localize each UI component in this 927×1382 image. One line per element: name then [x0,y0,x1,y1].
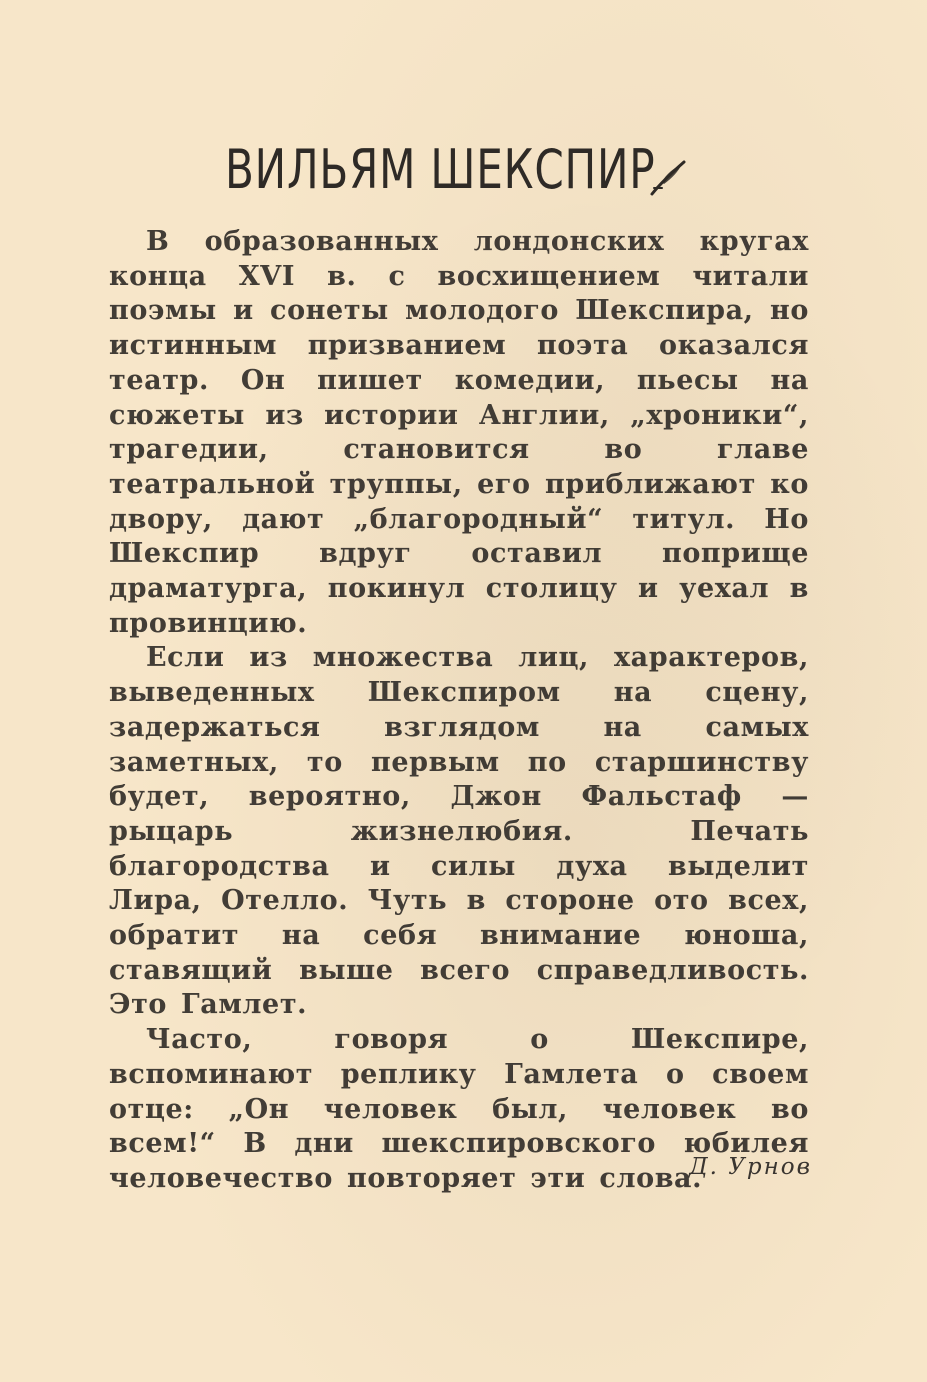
author-signature: Д. Урнов [688,1154,812,1180]
quill-icon [648,158,688,198]
paragraph-3: Часто, говоря о Шекспире, вспоминают реплику Гамлета о своем отце: „Он человек был, человек во всем!“ В дни шекспировского юбилея человечество повторяет эти слова. [109,1024,809,1194]
paragraph-2: Если из множества лиц, характеров, выведенных Шекспиром на сцену, задержаться взглядом на самых заметных, то первым по старшинству будет, вероятно, Джон Фальстаф — рыцарь жизнелюбия. Печать благородства и силы духа выделит Лира, Отелло. Чуть в стороне ото всех, обратит на себя внимание юноша, ставящий выше всего справедливость. Это Гамлет. [109,642,809,1021]
paragraph-1: В образованных лондонских кругах конца XVI в. с восхищением читали поэмы и сонеты молодого Шекспира, но истинным призванием поэта оказался театр. Он пишет комедии, пьесы на сюжеты из истории Англии, „хроники“, трагедии, становится во главе театральной труппы, его приближают ко двору, дают „благородный“ титул. Но Шекспир вдруг оставил поприще драматурга, покинул столицу и уехал в провинцию. [109,226,809,639]
article-body [109,225,809,1197]
page-title: ВИЛЬЯМ ШЕКСПИР [225,138,656,201]
